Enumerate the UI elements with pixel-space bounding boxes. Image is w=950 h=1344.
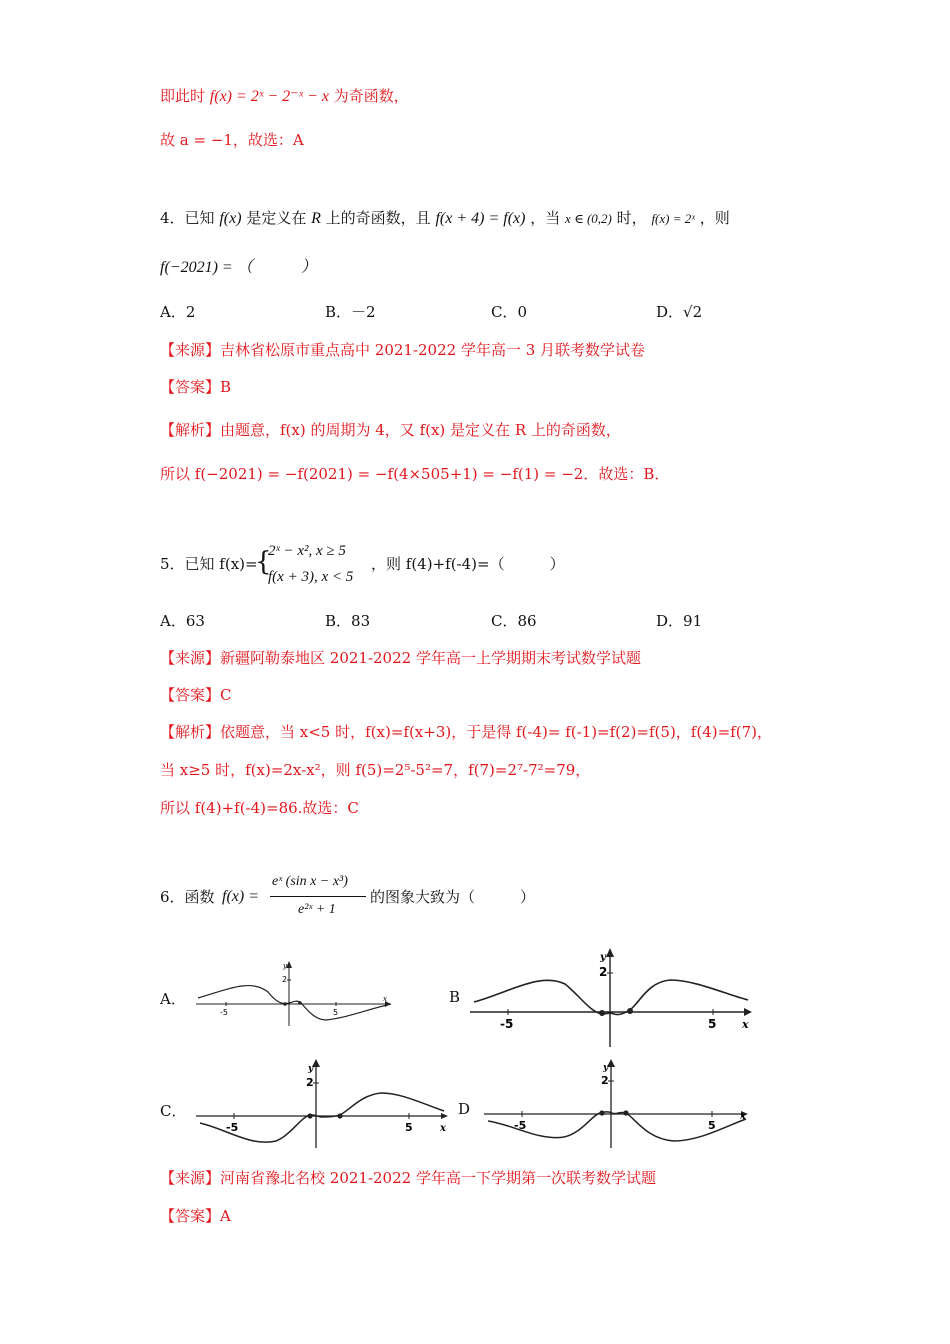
carryover-line2: 故 a = −1，故选：A (160, 131, 304, 149)
x-axis-arrow (441, 1113, 448, 1119)
q4-analysis-1: 【解析】由题意，f(x) 的周期为 4，又 f(x) 是定义在 R 上的奇函数， (160, 421, 621, 439)
q5-brace: { (255, 547, 272, 577)
q5-piece-1: 2ˣ − x², x ≥ 5 (268, 543, 346, 559)
axis-label-y: y (600, 952, 606, 963)
q6-option-b-label[interactable]: B (449, 988, 461, 1006)
point (298, 1001, 302, 1005)
q4-option-b[interactable]: B．－2 (325, 303, 376, 321)
point (307, 1113, 312, 1118)
q4-stem (160, 208, 730, 229)
axis-label-y: y (603, 1063, 609, 1073)
q6-option-d-label[interactable]: D (458, 1100, 471, 1118)
tick-label: 2 (601, 1074, 609, 1087)
tick-label: -5 (220, 1008, 228, 1017)
q4-text: 是定义在 (246, 209, 307, 227)
q6-stem-suffix: 的图象大致为（ ） (370, 888, 536, 906)
q6-answer: 【答案】A (160, 1207, 231, 1225)
q6-graph-c[interactable] (196, 1055, 456, 1150)
axis-label-x: x (383, 995, 387, 1003)
q6-graph-b[interactable] (470, 944, 760, 1049)
q5-analysis-1: 【解析】依题意，当 x<5 时，f(x)=f(x+3)，于是得 f(-4)= f(-1)=f(2)=f(5)，f(4)=f(7)， (160, 723, 772, 741)
q5-option-a[interactable]: A．63 (160, 612, 205, 630)
q5-option-b[interactable]: B．83 (325, 612, 371, 630)
carryover-line1 (160, 86, 409, 107)
q4-answer: 【答案】B (160, 378, 232, 396)
axis-label-x: x (740, 1111, 746, 1122)
q4-analysis-2: 所以 f(−2021) = −f(2021) = −f(4×505+1) = −f(1) = −2．故选：B． (160, 465, 670, 483)
q5-piece-2: f(x + 3), x < 5 (268, 569, 354, 585)
q4-math: f(x) = 2ˣ (651, 211, 695, 226)
q5-source: 【来源】新疆阿勒泰地区 2021-2022 学年高一上学期期末考试数学试题 (160, 649, 641, 667)
axis-label-x: x (742, 1018, 749, 1031)
q4-text: 上的奇函数，且 (325, 209, 431, 227)
point (283, 1002, 287, 1006)
curve (474, 980, 748, 1015)
q6-stem-prefix: 6．函数 (160, 888, 215, 906)
point (337, 1113, 342, 1118)
q5-analysis-2: 当 x≥5 时，f(x)=2x-x²，则 f(5)=2⁵-5²=7，f(7)=2⁷-7²=79， (160, 761, 591, 779)
q6-numerator: eˣ (sin x − x³) (272, 874, 348, 889)
q4-option-d[interactable]: D．√2 (656, 303, 703, 321)
q6-option-c-label[interactable]: C． (160, 1102, 187, 1120)
q5-answer: 【答案】C (160, 686, 232, 704)
q4-math: R (311, 210, 321, 227)
q4-source: 【来源】吉林省松原市重点高中 2021-2022 学年高一 3 月联考数学试卷 (160, 341, 646, 359)
tick-label: -5 (500, 1017, 514, 1031)
point (599, 1110, 604, 1115)
axis-label-y: y (308, 1064, 314, 1074)
tick-label: -5 (514, 1119, 527, 1132)
tick-label: 5 (708, 1017, 717, 1031)
q5-stem-suffix: ，则 f(4)+f(-4)=（ ） (371, 555, 565, 573)
q4-math: x ∈ (0,2) (565, 211, 612, 226)
carryover-formula: f(x) = 2ˣ − 2⁻ˣ − x (209, 88, 329, 105)
q6-denominator: e²ˣ + 1 (298, 902, 336, 917)
carryover-text: 即此时 (160, 87, 206, 105)
tick-label: 5 (333, 1008, 339, 1017)
q6-option-a-label[interactable]: A． (160, 990, 186, 1008)
tick-label: 2 (306, 1076, 314, 1089)
point (623, 1110, 628, 1115)
q4-math: f(x + 4) = f(x) (435, 210, 526, 227)
q5-option-d[interactable]: D．91 (656, 612, 703, 630)
q5-option-c[interactable]: C．86 (491, 612, 537, 630)
q4-text: 时， (616, 209, 647, 227)
tick-label: 2 (282, 975, 288, 984)
q4-text: ，当 (530, 209, 561, 227)
axis-label-y: y (283, 962, 287, 970)
tick-label: 2 (599, 965, 608, 979)
q6-graph-a[interactable] (196, 958, 396, 1028)
axis-label-x: x (440, 1123, 446, 1134)
carryover-text: 为奇函数， (333, 87, 409, 105)
q4-text: 4．已知 (160, 209, 215, 227)
x-axis-arrow (744, 1008, 752, 1016)
q6-stem-fx: f(x) = (222, 888, 259, 905)
q4-text: ，则 (699, 209, 730, 227)
curve (200, 1093, 444, 1142)
q6-source: 【来源】河南省豫北名校 2021-2022 学年高一下学期第一次联考数学试题 (160, 1169, 656, 1187)
point (627, 1008, 633, 1014)
tick-label: 5 (708, 1119, 716, 1132)
point (599, 1010, 605, 1016)
q4-math: f(x) (219, 210, 242, 227)
q4-option-c[interactable]: C．0 (491, 303, 528, 321)
tick-label: -5 (226, 1121, 239, 1134)
q4-option-a[interactable]: A．2 (160, 303, 196, 321)
q6-graph-d[interactable] (484, 1055, 764, 1150)
y-axis-arrow (606, 948, 614, 957)
tick-label: 5 (405, 1121, 413, 1134)
q6-fraction-bar (270, 896, 366, 897)
q5-stem-prefix: 5．已知 f(x)= (160, 555, 258, 573)
q4-stem-line2: f(−2021) = （ ） (160, 259, 317, 276)
q5-analysis-3: 所以 f(4)+f(-4)=86.故选：C (160, 799, 359, 817)
